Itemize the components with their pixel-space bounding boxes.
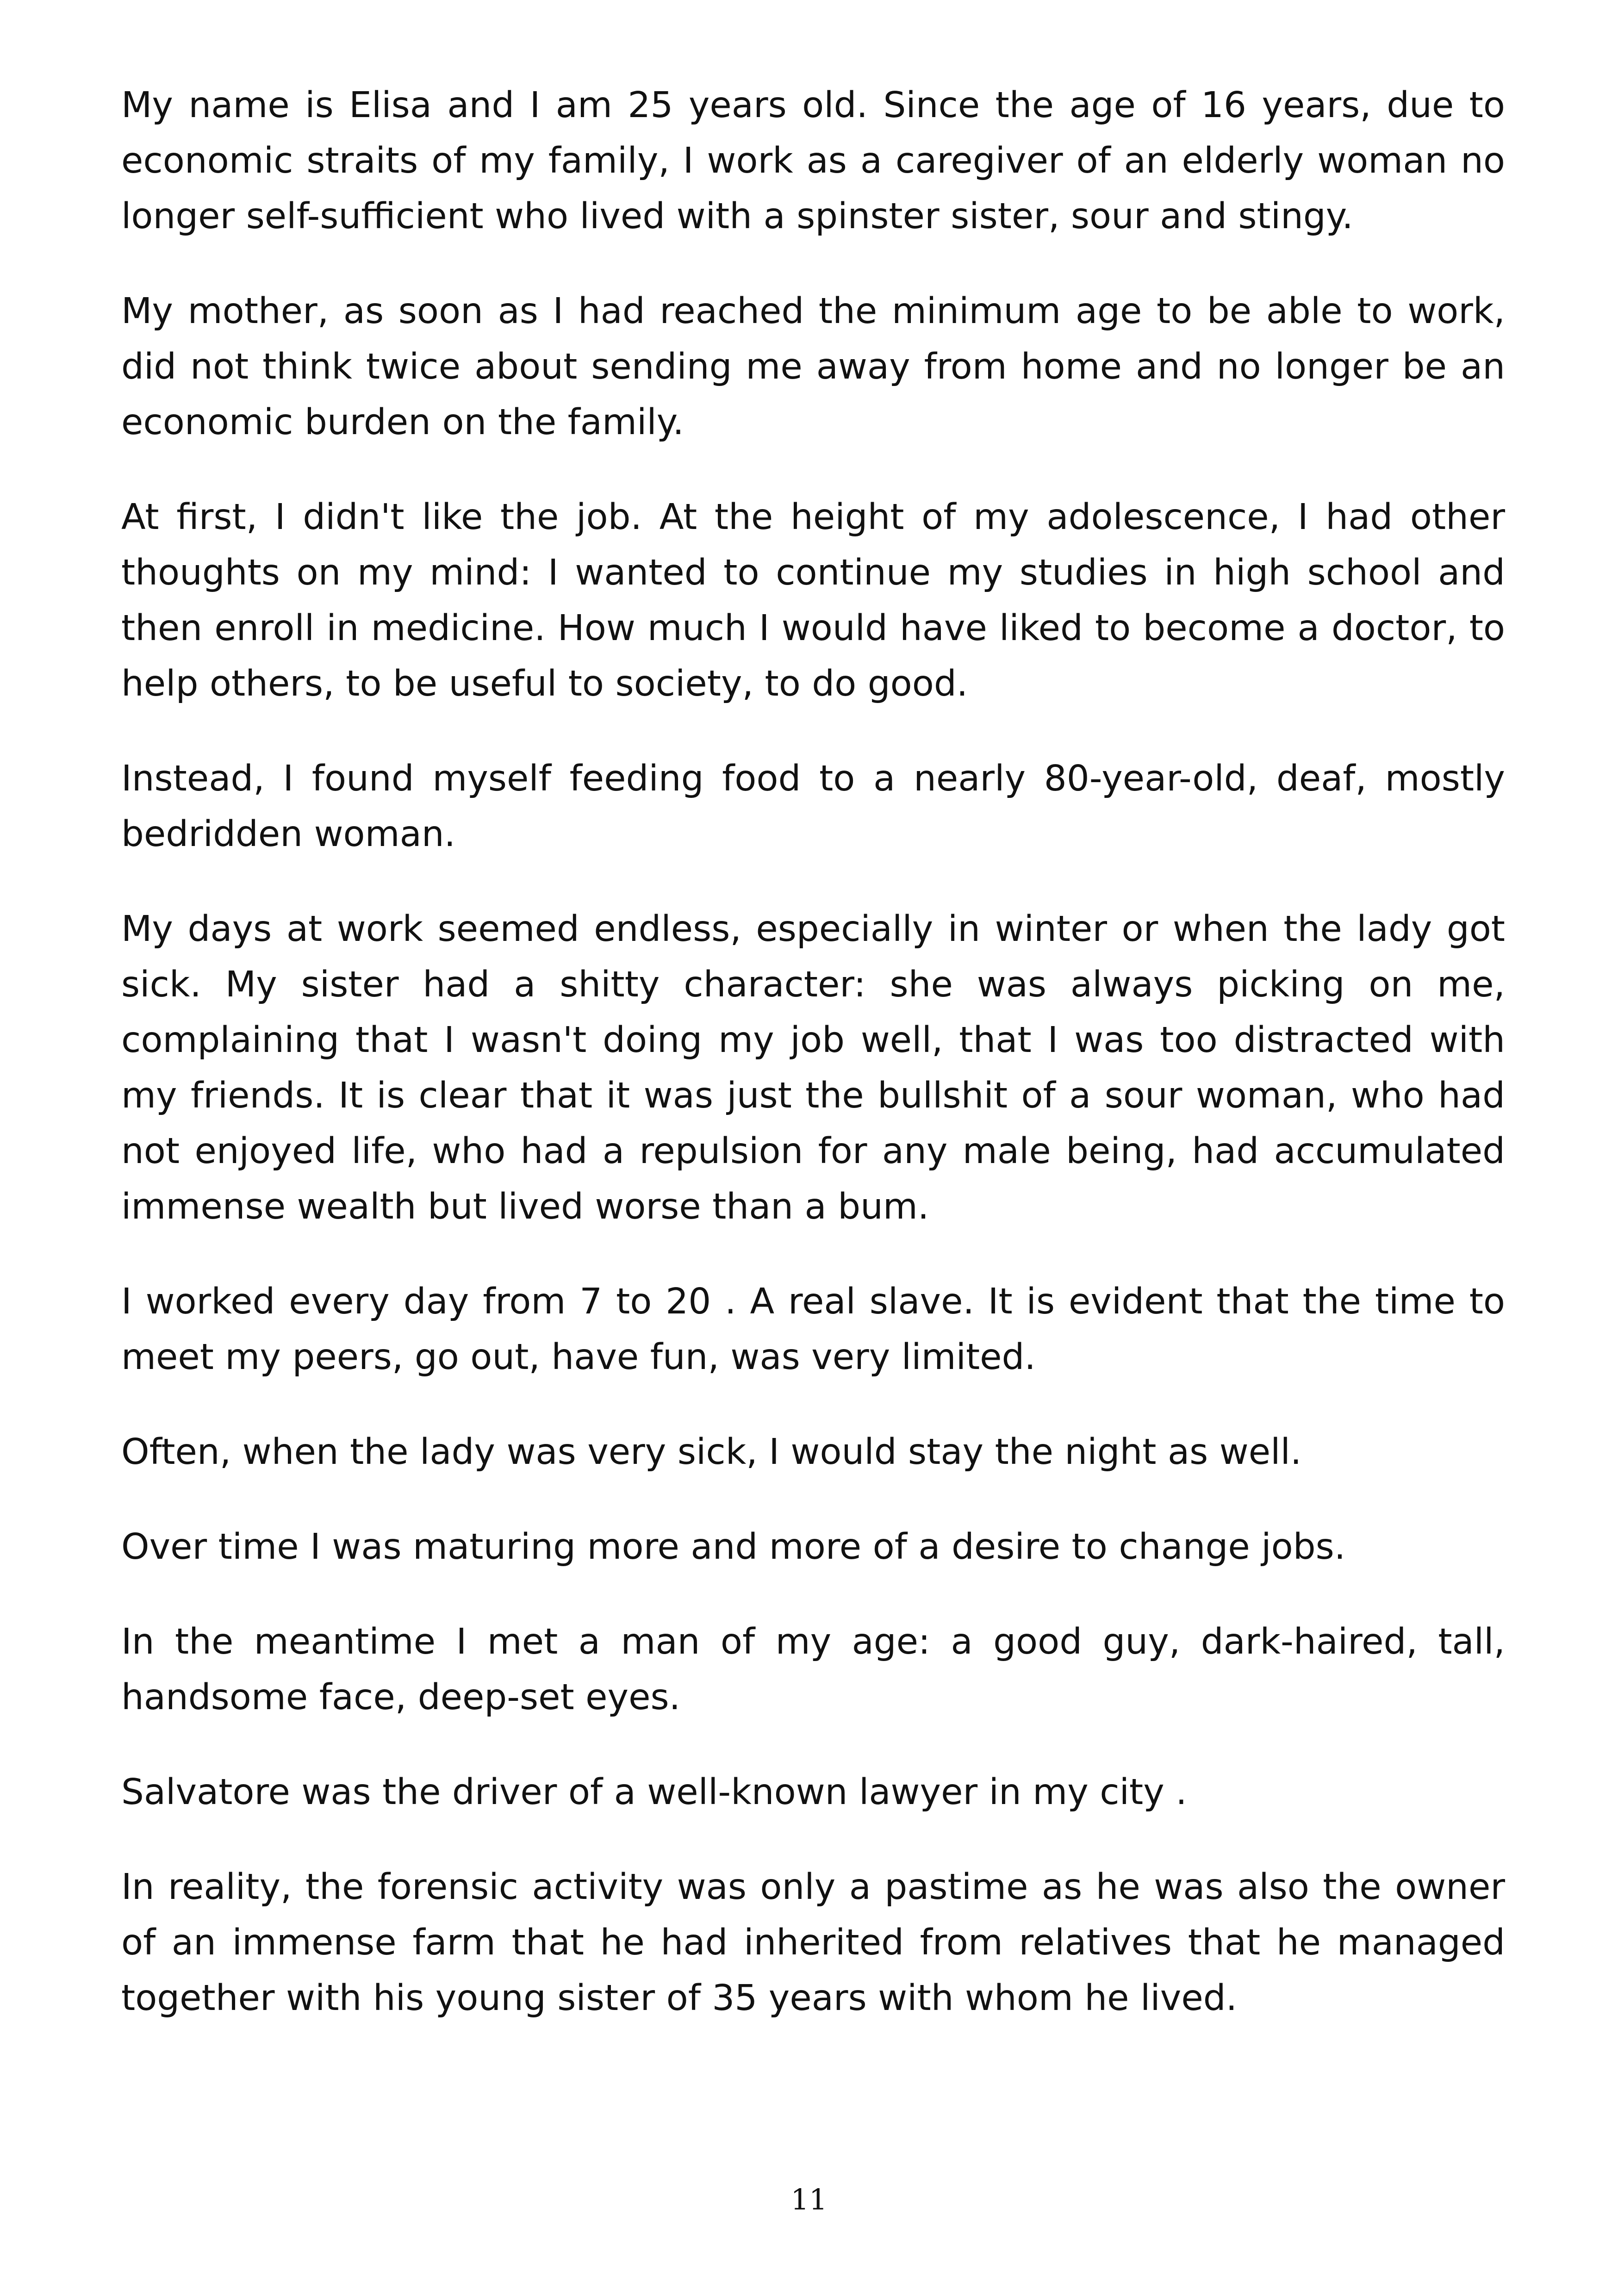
paragraph: Salvatore was the driver of a well-known lawyer in my city . [121,1772,1187,1813]
paragraph: My mother, as soon as I had reached the minimum age to be able to work, did not think twice about sending me away from home and no longer be an economic burden on the family. [121,291,1505,443]
page-number: 11 [790,2183,828,2216]
paragraph: In reality, the forensic activity was only a pastime as he was also the owner of an immense farm that he had inherited from relatives that he managed together with his young sister of 35 years with whom he lived. [121,1867,1505,2019]
paragraph: Often, when the lady was very sick, I would stay the night as well. [121,1431,1302,1473]
paragraph: Instead, I found myself feeding food to a nearly 80-year-old, deaf, mostly bedridden woman. [121,758,1505,855]
paragraph: My days at work seemed endless, especially in winter or when the lady got sick. My sister had a shitty character: she was always picking on me, complaining that I wasn't doing my job well, that I was too distracted with my friends. It is clear that it was just the bullshit of a sour woman, who had not enjoyed life, who had a repulsion for any male being, had accumulated immense wealth but lived worse than a bum. [121,908,1505,1227]
paragraph: In the meantime I met a man of my age: a good guy, dark-haired, tall, handsome face, deep-set eyes. [121,1621,1505,1718]
paragraph: At first, I didn't like the job. At the height of my adolescence, I had other thoughts on my mind: I wanted to continue my studies in high school and then enroll in medicine. How much I would have liked to become a doctor, to help others, to be useful to society, to do good. [121,497,1505,704]
paragraph: I worked every day from 7 to 20 . A real slave. It is evident that the time to meet my peers, go out, have fun, was very limited. [121,1281,1505,1378]
body-text [121,78,1505,2066]
paragraph: My name is Elisa and I am 25 years old. Since the age of 16 years, due to economic straits of my family, I work as a caregiver of an elderly woman no longer self-sufficient who lived with a spinster sister, sour and stingy. [121,85,1505,237]
paragraph: Over time I was maturing more and more of a desire to change jobs. [121,1526,1346,1568]
